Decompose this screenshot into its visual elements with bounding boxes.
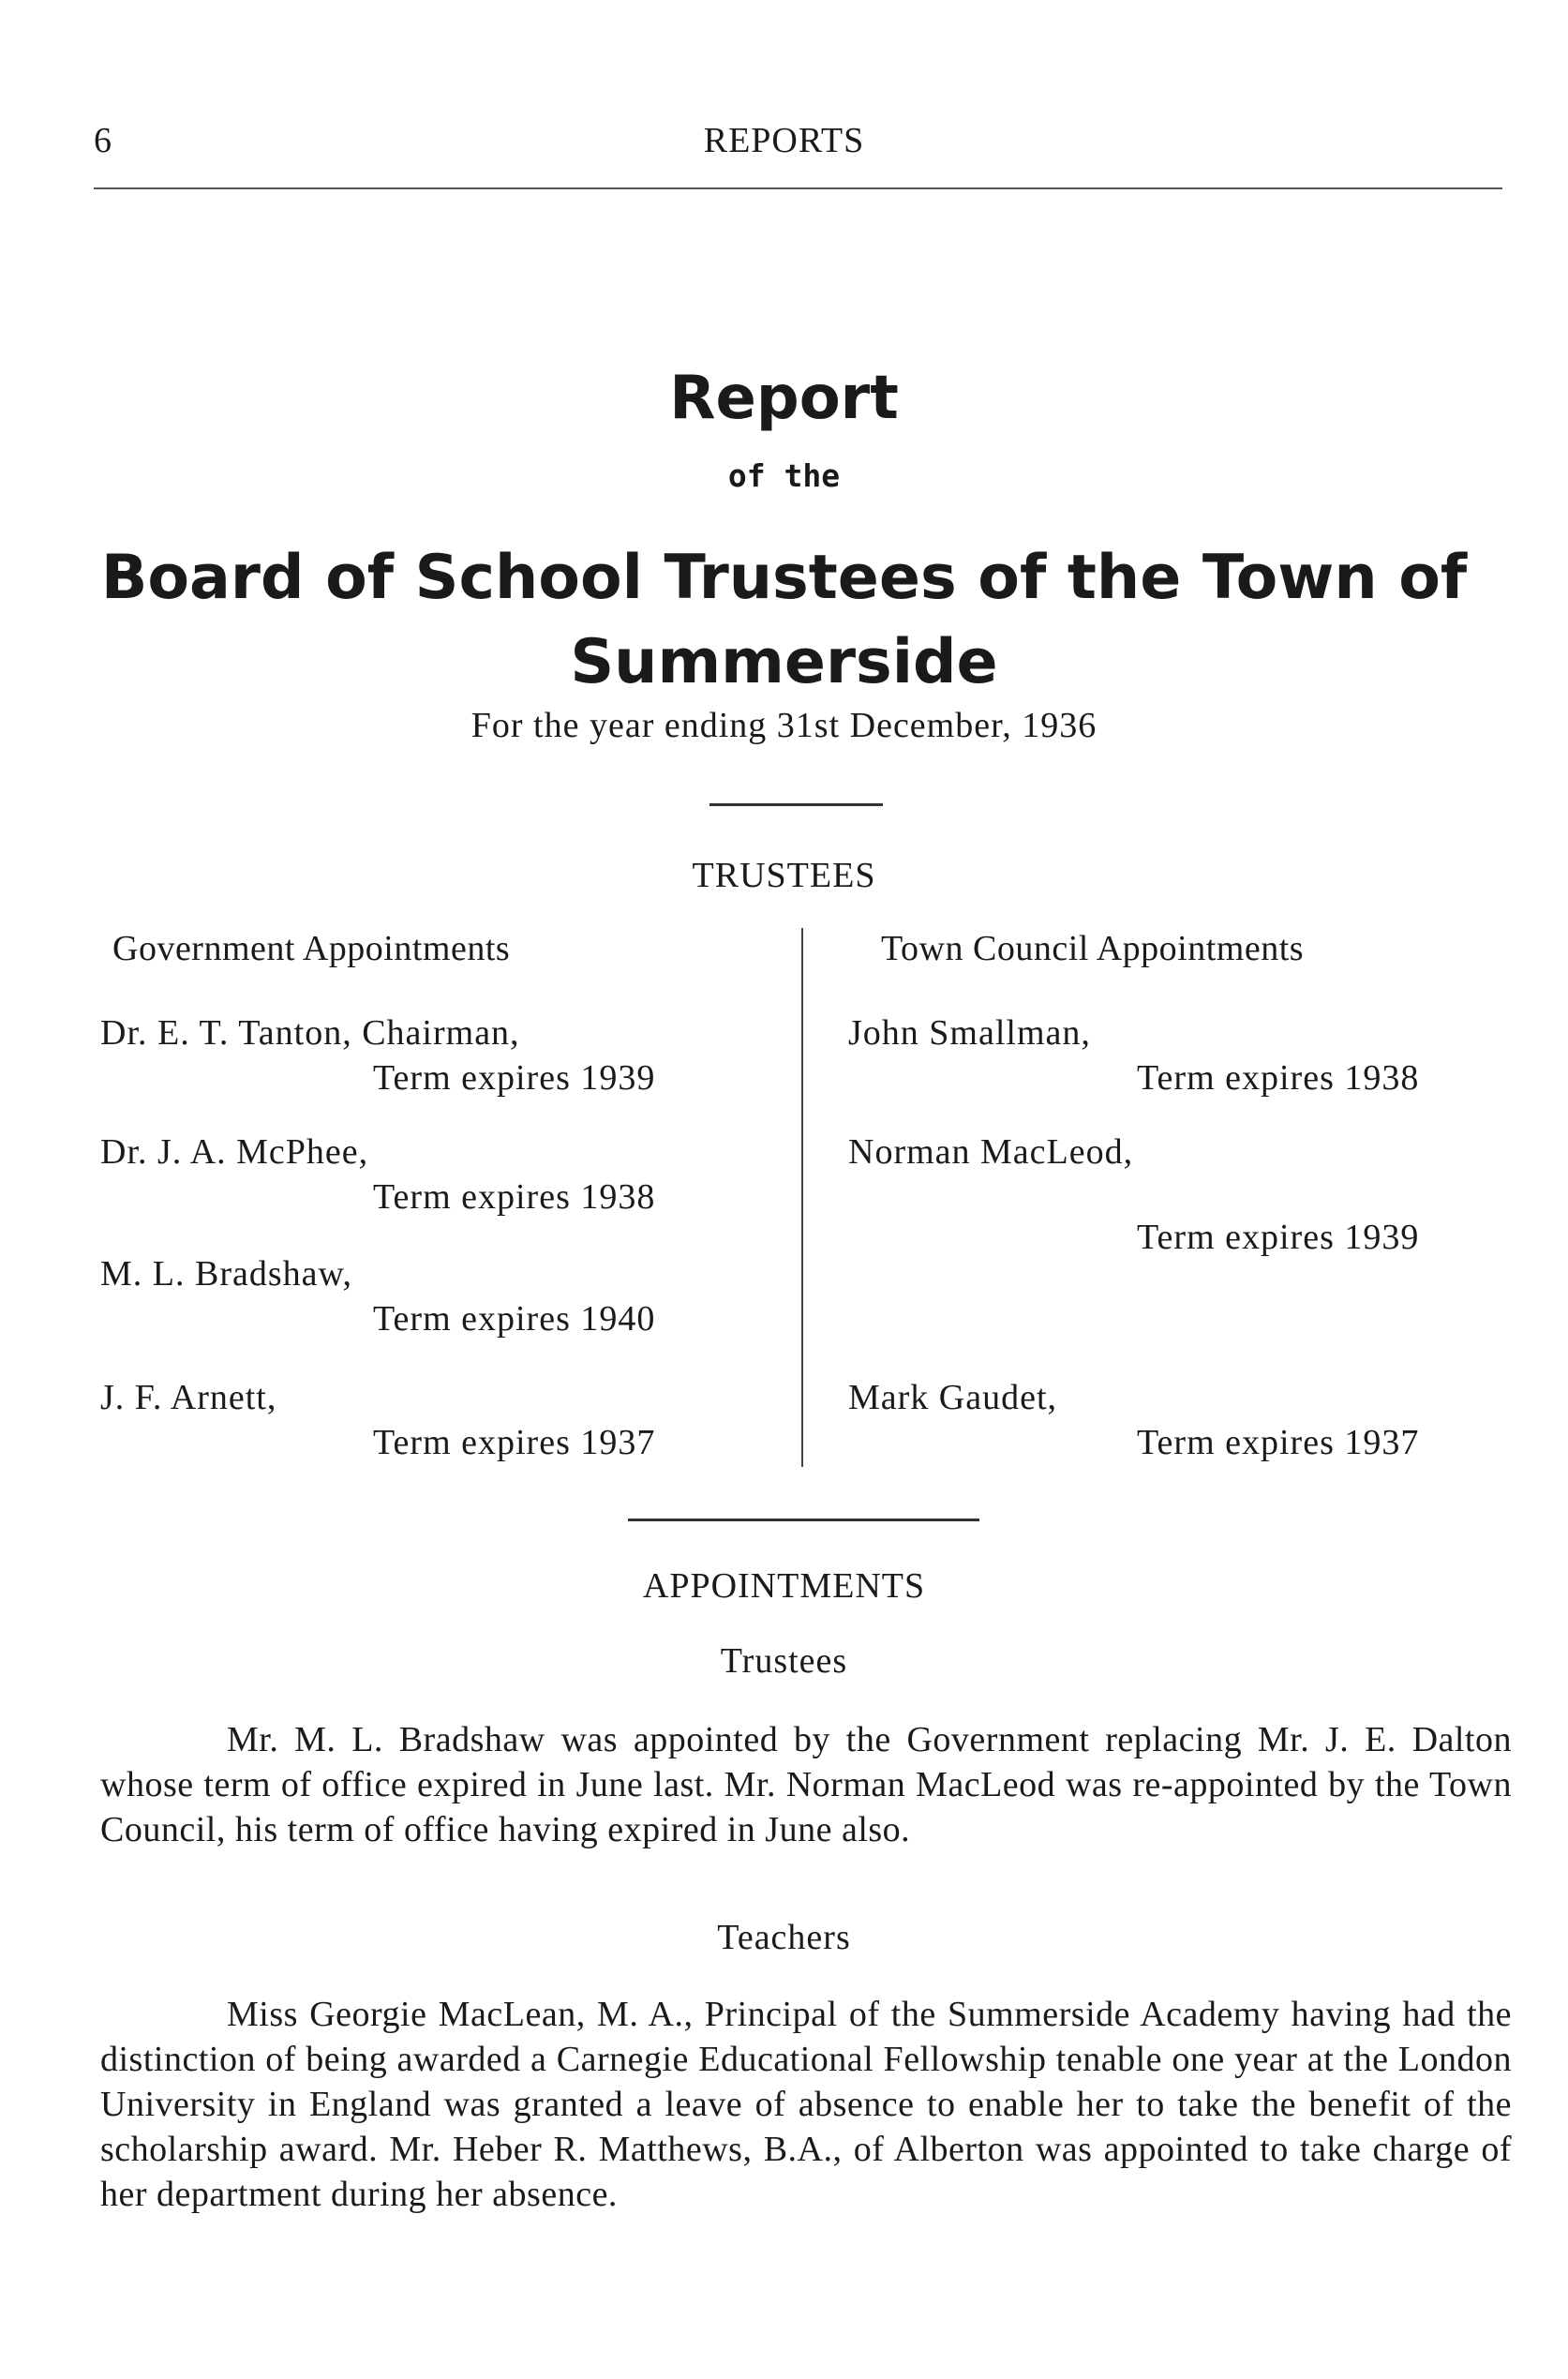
trustee-term: Term expires 1940 — [373, 1299, 656, 1339]
board-title-text: Board of School Trustees of the Town of Summerside — [100, 543, 1468, 697]
title-connector: of the — [727, 457, 841, 494]
trustee-term: Term expires 1938 — [373, 1177, 656, 1217]
trustee-name: M. L. Bradshaw, — [100, 1254, 352, 1294]
column-divider — [801, 928, 803, 1467]
council-appointments-heading: Town Council Appointments — [881, 929, 1305, 968]
teachers-subheading: Teachers — [717, 1918, 851, 1957]
appointments-heading: APPOINTMENTS — [642, 1566, 926, 1606]
teachers-paragraph: Miss Georgie MacLean, M. A., Principal of the Summerside Academy having had the distinction of being awarded a Carnegie Educational Fellowship tenable one year at the London University in England was granted a leave of absence to enable her to take the benefit of the scholarship award. Mr. Heber R. Matthews, B.A., of Alberton was appointed to take charge of her department during her absence. — [100, 1995, 1512, 2214]
year-subtitle: For the year ending 31st December, 1936 — [470, 706, 1098, 745]
page-number: 6 — [94, 121, 112, 160]
trustee-term: Term expires 1938 — [1137, 1058, 1420, 1098]
trustees-heading: TRUSTEES — [692, 856, 876, 895]
trustee-term: Term expires 1937 — [1137, 1423, 1420, 1462]
trustee-name: J. F. Arnett, — [100, 1378, 277, 1417]
trustee-term: Term expires 1937 — [373, 1423, 656, 1462]
government-appointments-heading: Government Appointments — [112, 929, 511, 968]
report-title: Report — [669, 364, 899, 433]
running-header — [94, 120, 1474, 167]
section-divider — [709, 803, 883, 806]
trustee-name: Mark Gaudet, — [848, 1378, 1058, 1417]
trustee-name: Dr. E. T. Tanton, Chairman, — [100, 1013, 520, 1053]
header-rule — [94, 187, 1502, 189]
trustee-term: Term expires 1939 — [1137, 1218, 1420, 1257]
trustees-paragraph: Mr. M. L. Bradshaw was appointed by the Government replacing Mr. J. E. Dalton whose term of office expired in June last. Mr. Norman MacLeod was re-appointed by the Town Council, his term of office having expired in June also. — [100, 1720, 1512, 1849]
running-title: REPORTS — [703, 121, 865, 160]
trustee-name: John Smallman, — [848, 1013, 1091, 1053]
trustee-name: Norman MacLeod, — [848, 1132, 1134, 1172]
board-title — [0, 536, 1568, 705]
trustees-subheading: Trustees — [720, 1641, 848, 1681]
trustee-term: Term expires 1939 — [373, 1058, 656, 1098]
section-divider — [628, 1519, 979, 1521]
trustee-name: Dr. J. A. McPhee, — [100, 1132, 369, 1172]
